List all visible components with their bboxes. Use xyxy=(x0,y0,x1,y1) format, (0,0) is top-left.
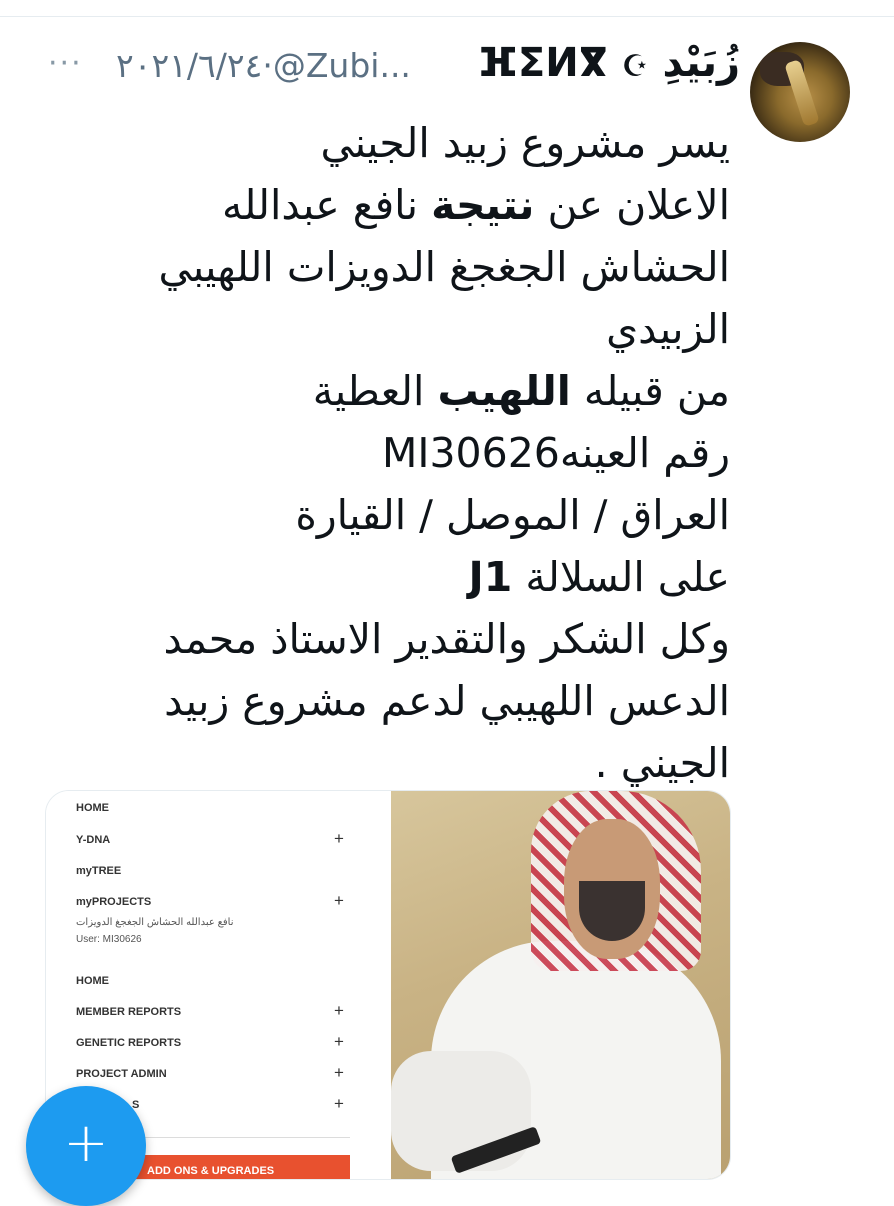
expand-plus-icon: + xyxy=(334,891,344,910)
menu-ydna: Y-DNA xyxy=(76,834,111,846)
avatar-dagger xyxy=(784,59,820,127)
expand-plus-icon: + xyxy=(334,1032,344,1051)
kit-user: User: MI30626 xyxy=(76,934,142,945)
menu-member-reports: MEMBER REPORTS xyxy=(76,1006,182,1018)
tweet-line: الجيني . xyxy=(594,739,730,787)
menu-myprojects: myPROJECTS xyxy=(76,896,152,908)
tweet-text-fragment: نافع عبدالله xyxy=(221,181,419,229)
display-name[interactable] xyxy=(478,40,740,86)
menu-mytree: myTREE xyxy=(76,865,122,877)
tweet-date[interactable]: ٢٠٢١/٦/٢٤ xyxy=(116,46,263,85)
expand-plus-icon: + xyxy=(334,829,344,848)
tweet-text-fragment: الاعلان عن xyxy=(547,181,730,229)
tweet-line xyxy=(90,546,730,608)
expand-plus-icon: + xyxy=(334,1094,344,1113)
expand-plus-icon: + xyxy=(334,1063,344,1082)
addons-button: ADD ONS & UPGRADES xyxy=(121,1155,350,1180)
tweet-header xyxy=(40,40,740,100)
tweet-line xyxy=(90,360,730,422)
tweet-meta xyxy=(116,46,411,85)
tweet-text-fragment: العطية xyxy=(312,367,425,415)
kit-name: نافع عبدالله الحشاش الجغجغ الدويزات xyxy=(76,917,234,928)
tweet-text-fragment: من قبيله xyxy=(583,367,730,415)
menu-genetic-reports: GENETIC REPORTS xyxy=(76,1037,182,1049)
menu-project-admin: PROJECT ADMIN xyxy=(76,1068,167,1080)
compose-button[interactable] xyxy=(26,1086,146,1206)
crescent-moon-icon: ☪ xyxy=(621,49,649,84)
name-glyphs: ⴼⵉⵍⴳ xyxy=(478,40,608,86)
more-icon[interactable]: ··· xyxy=(48,46,83,81)
tweet-line: الدعس اللهيبي لدعم مشروع زبيد xyxy=(164,677,730,725)
compose-plus-icon: + xyxy=(63,1111,109,1174)
tweet-line: العراق / الموصل / القيارة xyxy=(295,491,730,539)
menu-hidden-item: S xyxy=(132,1099,140,1111)
tweet-line: يسر مشروع زبيد الجيني xyxy=(320,119,730,167)
tweet-line: رقم العينهMI30626 xyxy=(381,429,730,477)
tweet-bold-word: نتيجة xyxy=(431,181,535,229)
user-handle[interactable]: @Zubi... xyxy=(272,46,411,85)
tweet-media[interactable] xyxy=(45,790,731,1180)
tweet-line xyxy=(90,174,730,236)
tweet-bold-word: J1 xyxy=(468,553,513,601)
tweet-bold-word: اللهيب xyxy=(437,367,571,415)
menu-home: HOME xyxy=(76,802,109,814)
menu-home-2: HOME xyxy=(76,975,109,987)
meta-separator: · xyxy=(262,46,273,85)
tweet-line: الزبيدي xyxy=(606,305,730,353)
tweet-text-fragment: على السلالة xyxy=(525,553,730,601)
avatar[interactable] xyxy=(750,42,850,142)
tweet-text xyxy=(90,112,730,794)
tweet-line: وكل الشكر والتقدير الاستاذ محمد xyxy=(163,615,730,663)
name-text: زُبَيْدِ xyxy=(662,40,740,86)
tweet-line: الحشاش الجغجغ الدويزات اللهيبي xyxy=(158,243,730,291)
portrait-photo xyxy=(391,791,730,1179)
expand-plus-icon: + xyxy=(334,1001,344,1020)
top-border xyxy=(0,0,894,17)
